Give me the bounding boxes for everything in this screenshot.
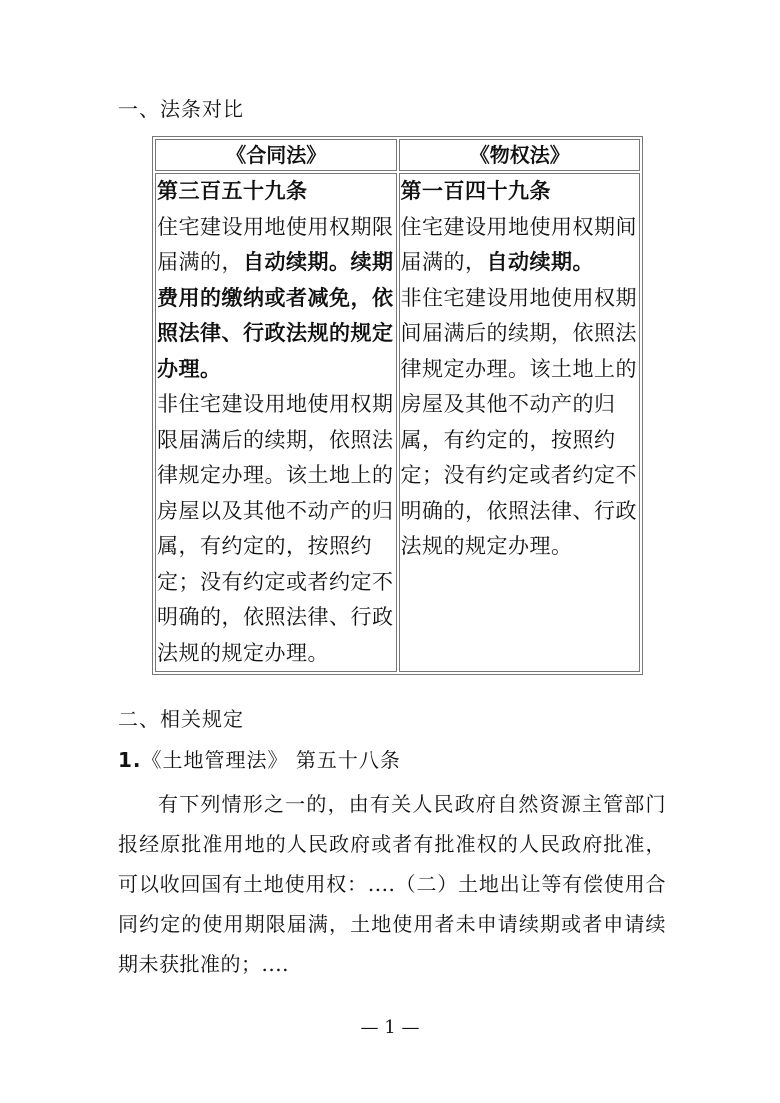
item-heading	[118, 744, 401, 773]
law-comparison-table	[152, 136, 643, 675]
contract-law-article: 第三百五十九条	[157, 179, 308, 203]
property-law-bold-1: 自动续期。	[486, 250, 594, 274]
contract-law-paragraph-2: 非住宅建设用地使用权期限届满后的续期，依照法律规定办理。该土地上的房屋以及其他不动产的归属，有约定的，按照约定；没有约定或者约定不明确的，依照法律、行政法规的规定办理。	[157, 392, 394, 665]
section-heading-comparison: 一、法条对比	[118, 97, 244, 121]
header-contract-law: 《合同法》	[155, 139, 397, 171]
contract-law-bold-1: 自动续期。续期费用的缴纳或者减免，依照法律、行政法规的规定办理。	[157, 250, 394, 381]
contract-law-cell	[155, 173, 397, 672]
header-property-law: 《物权法》	[399, 139, 641, 171]
property-law-cell	[399, 173, 641, 672]
table-row	[155, 173, 640, 672]
section-heading-related: 二、相关规定	[118, 707, 244, 731]
contract-law-text-1: 住宅建设用地使用权期限届满的，	[157, 214, 394, 274]
item-number: 1.	[118, 748, 142, 772]
property-law-paragraph-1	[401, 210, 640, 281]
property-law-paragraph-2: 非住宅建设用地使用权期间届满后的续期，依照法律规定办理。该土地上的房屋及其他不动产的归属，有约定的，按照约定；没有约定或者约定不明确的，依照法律、行政法规的规定办理。	[400, 285, 637, 558]
item-title: 《土地管理法》 第五十八条	[141, 748, 401, 772]
property-law-article: 第一百四十九条	[400, 179, 551, 203]
property-law-text-1: 住宅建设用地使用权期间届满的，	[400, 214, 637, 274]
contract-law-paragraph-1	[157, 210, 396, 388]
page-number: — 1 —	[360, 1017, 420, 1038]
item-paragraph: 有下列情形之一的，由有关人民政府自然资源主管部门报经原批准用地的人民政府或者有批准权的人民政府批准，可以收回国有土地使用权：....（二）土地出让等有偿使用合同约定的使用期限届满，土地使用者未申请续期或者申请续期未获批准的；....	[118, 792, 666, 976]
table-header-row	[155, 139, 640, 171]
